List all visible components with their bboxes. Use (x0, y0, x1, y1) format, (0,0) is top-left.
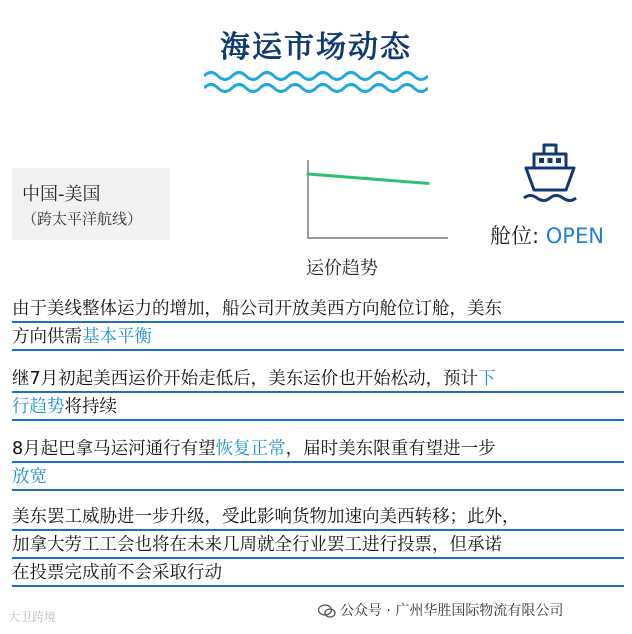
paragraph-text: 在投票完成前不会采取行动 (12, 563, 222, 583)
paragraph-line (12, 323, 624, 351)
paragraph-line (12, 531, 624, 559)
paragraph-line (12, 435, 624, 463)
cabin-label: 舱位: (490, 224, 546, 248)
paragraph-text: 8月起巴拿马运河通行有望 (12, 439, 216, 459)
footer (318, 600, 563, 620)
paragraph-text: 美东罢工威胁进一步升级，受此影响货物加速向美西转移；此外， (12, 507, 520, 527)
paragraph-line (12, 463, 624, 491)
paragraph-4 (12, 503, 624, 587)
wechat-icon (318, 604, 336, 618)
paragraph-text: ，届时美东限重有望进一步 (285, 439, 496, 459)
ship-icon (522, 142, 578, 206)
paragraph-line (12, 365, 624, 393)
paragraph-text: 由于美线整体运力的增加，船公司开放美西方向舱位订舱，美东 (12, 299, 502, 319)
paragraph-text: 将持续 (64, 397, 117, 417)
highlight-text: 行趋势 (12, 397, 65, 417)
highlight-text: 基本平衡 (82, 327, 152, 347)
route-subtitle: （跨太平洋航线） (22, 210, 143, 228)
page-title: 海运市场动态 (220, 30, 412, 65)
paragraph-2 (12, 365, 624, 421)
trend-chart (300, 158, 450, 244)
paragraph-line (12, 503, 624, 531)
paragraph-line (12, 295, 624, 323)
trend-label: 运价趋势 (306, 258, 378, 279)
highlight-text: 放宽 (12, 467, 47, 487)
highlight-text: 下 (478, 369, 496, 389)
paragraph-text: 继7月初起美西运价开始走低后，美东运价也开始松动，预计 (12, 369, 479, 389)
cabin-status (490, 220, 604, 250)
trend-line (308, 174, 428, 183)
paragraph-text: 方向供需 (12, 327, 82, 347)
footer-text: 公众号 · 广州华胜国际物流有限公司 (340, 603, 564, 619)
route-name: 中国-美国 (22, 184, 101, 205)
waves-icon (204, 68, 428, 94)
watermark: 大卫跨境 (8, 610, 57, 624)
highlight-text: 恢复正常 (215, 439, 286, 459)
cabin-value: OPEN (545, 224, 604, 248)
paragraph-1 (12, 295, 624, 351)
trend-axes (308, 160, 448, 238)
paragraph-line (12, 559, 624, 587)
paragraph-text: 加拿大劳工工会也将在未来几周就全行业罢工进行投票，但承诺 (12, 535, 502, 555)
paragraph-3 (12, 435, 624, 491)
paragraph-line (12, 393, 624, 421)
